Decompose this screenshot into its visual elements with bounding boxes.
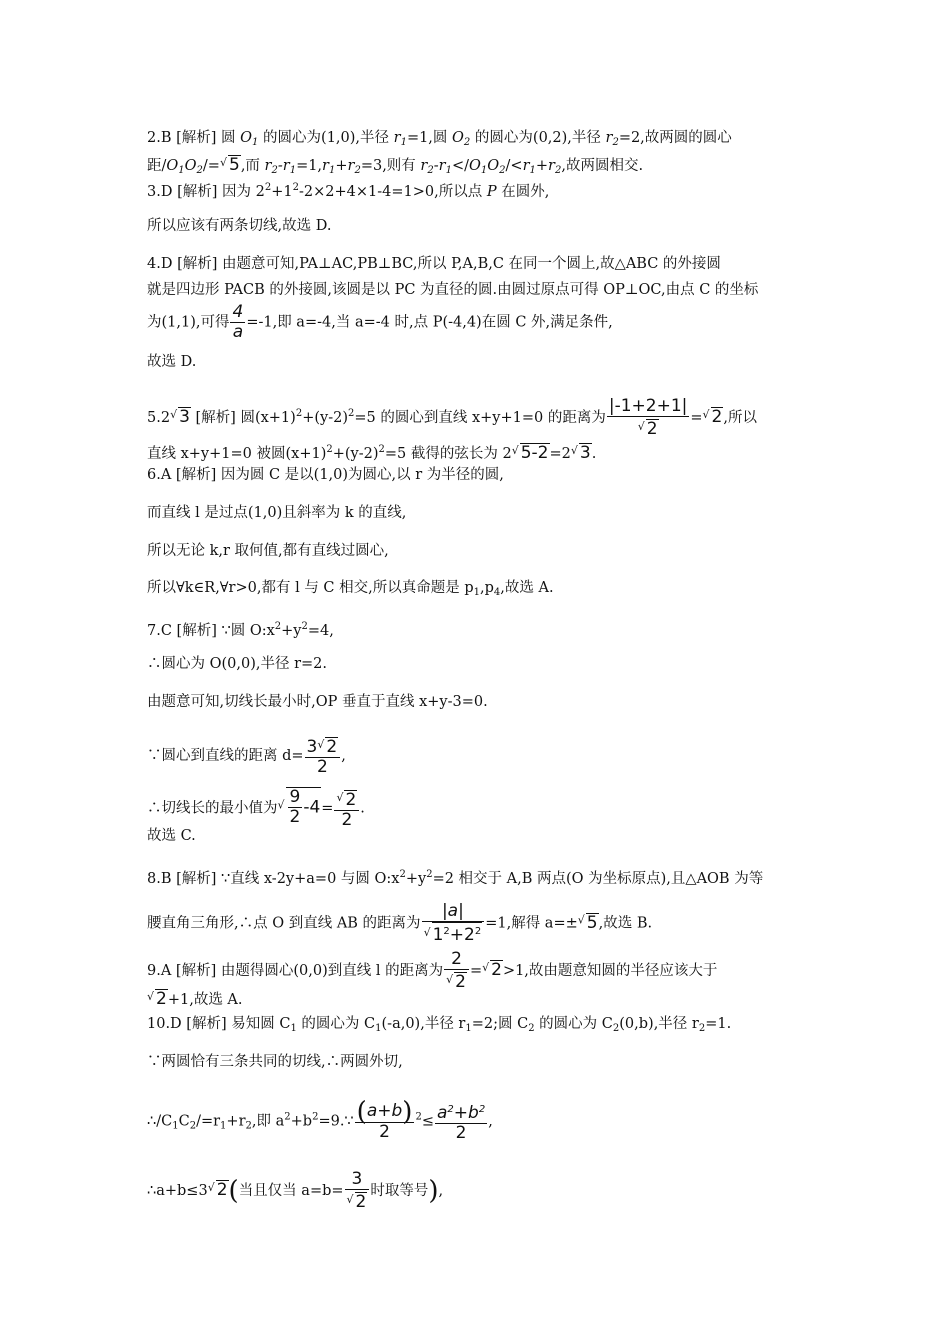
solution-number: 7.C — [147, 623, 172, 639]
solution-3-line-1: 3.D [解析] 因为 $2^2+1^2-2\times 2+4\times 1-4=1>0$,所以点 P 在圆外, — [147, 182, 550, 200]
solution-6-line-4: 所以∀k∈R,∀r>0,都有 l 与 C 相交,所以真命题是 $p_1,p_4$,故选 A. — [147, 580, 554, 598]
analysis-tag: [解析] — [175, 467, 217, 483]
solution-7-line-3: 由题意可知,切线长最小时,OP 垂直于直线 x+y-3=0. — [147, 694, 488, 710]
solution-4-line-4: 故选 D. — [147, 354, 197, 370]
solution-10-line-1: 10.D [解析] 易知圆 $C_1$ 的圆心为 $C_1(-a,0)$,半径 $r_1=2$;圆 $C_2$ 的圆心为 $C_2(0,b)$,半径 $r_2=1$. — [147, 1016, 732, 1034]
solution-number: 8.B — [147, 871, 172, 887]
analysis-tag: [解析] — [177, 184, 218, 200]
solution-10-line-2: ∵两圆恰有三条共同的切线,∴两圆外切, — [147, 1054, 403, 1070]
solution-5-line-2: 直线 x+y+1=0 被圆$(x+1)^2+(y-2)^2=5$ 截得的弦长为 2√ 5-2=2√ 3. — [147, 443, 597, 463]
solution-7-line-6: 故选 C. — [147, 828, 196, 844]
solution-10-line-4: ∴a+b≤3√ 2(当且仅当 a=b= $\frac{3}{^√ 2}$ 时取等号), — [147, 1169, 444, 1212]
solution-10-line-3: $\therefore/C_1C_2/=r_1+r_2$,即 $a^2+b^2=9.\because$ $\frac{(a+b)}{2}$ $^2$≤ $\frac{a^2+b^2}{2}$ , — [147, 1096, 493, 1143]
analysis-tag: [解析] — [176, 871, 217, 887]
solution-7-line-1: 7.C [解析] ∵圆 $O:x^2+y^2=4$, — [147, 621, 334, 639]
fraction: $\frac{(a+b)}{2}$ — [356, 1096, 413, 1142]
solution-number: 6.A — [147, 467, 172, 483]
analysis-tag: [解析] — [177, 256, 218, 272]
solution-2-line-2: 距$/O_1O_2/=^√$ 5,而 $r_2-r_1=1,r_1+r_2=3$,则有 $r_2-r_1</O_1O_2/<r_1+r_2$,故两圆相交. — [147, 155, 644, 176]
fraction: $\frac{3}{^√ 2}$ — [345, 1170, 370, 1212]
solution-number: 9.A — [147, 963, 172, 979]
solution-number: 2.B — [147, 130, 172, 146]
fraction: $\frac{2}{^√ 2}$ — [444, 950, 469, 992]
fraction: $\frac{|a|}{^√ 1^2+2^2}$ — [422, 902, 485, 945]
solution-6-line-2: 而直线 l 是过点(1,0)且斜率为 k 的直线, — [147, 505, 407, 521]
solution-4-line-2: 就是四边形 PACB 的外接圆,该圆是以 PC 为直径的圆.由圆过原点可得 OP⊥OC,由点 C 的坐标 — [147, 282, 759, 298]
solution-number: 10.D — [147, 1016, 182, 1032]
fraction: $\frac{3^√ 2}{2}$ — [305, 735, 341, 777]
solution-4-line-3: 为(1,1),可得 $\frac{4}{a}$ =-1,即 a=-4,当 a=-4 时,点 P(-4,4)在圆 C 外,满足条件, — [147, 302, 613, 342]
solution-7-line-4: ∵圆心到直线的距离 d= $\frac{3^√ 2}{2}$ , — [147, 737, 346, 777]
solution-number: 3.D — [147, 184, 173, 200]
solution-8-line-1: 8.B [解析] ∵直线 x-2y+a=0 与圆 $O:x^2+y^2=2$ 相交于 A,B 两点(O 为坐标原点),且△AOB 为等 — [147, 869, 764, 887]
solution-4-line-1: 4.D [解析] 由题意可知,PA⊥AC,PB⊥BC,所以 P,A,B,C 在同一个圆上,故△ABC 的外接圆 — [147, 256, 721, 272]
fraction: $\frac{^√ 2}{2}$ — [334, 788, 359, 830]
radical-sign: √ — [219, 156, 227, 169]
analysis-tag: [解析] — [195, 410, 236, 426]
solution-9-line-2: √ 2+1,故选 A. — [147, 989, 243, 1009]
solution-7-line-2: ∴圆心为 O(0,0),半径 r=2. — [147, 656, 328, 672]
solution-number: 4.D — [147, 256, 173, 272]
solution-6-line-1: 6.A [解析] 因为圆 C 是以(1,0)为圆心,以 r 为半径的圆, — [147, 467, 504, 483]
analysis-tag: [解析] — [176, 623, 217, 639]
fraction: $\frac{4}{a}$ — [232, 302, 244, 342]
solution-3-line-2: 所以应该有两条切线,故选 D. — [147, 218, 332, 234]
solution-number: 5.2 — [147, 410, 171, 426]
analysis-tag: [解析] — [186, 1016, 227, 1032]
solution-6-line-3: 所以无论 k,r 取何值,都有直线过圆心, — [147, 543, 389, 559]
solution-2-line-1: 2.B [解析] 圆 $O_1$ 的圆心为(1,0),半径 $r_1=1$,圆 $O_2$ 的圆心为(0,2),半径 $r_2=2$,故两圆的圆心 — [147, 130, 732, 148]
analysis-tag: [解析] — [176, 130, 217, 146]
solution-5-line-1: 5.2√ 3 [解析] 圆$(x+1)^2+(y-2)^2=5$ 的圆心到直线 x+y+1=0 的距离为 $\frac{|-1+2+1|}{^√ 2}$ =√ 2,所以 — [147, 396, 757, 439]
fraction: $\frac{|-1+2+1|}{^√ 2}$ — [608, 396, 688, 439]
solution-9-line-1: 9.A [解析] 由题得圆心(0,0)到直线 l 的距离为 $\frac{2}{^√ 2}$ =√ 2>1,故由题意知圆的半径应该大于 — [147, 949, 718, 992]
fraction: $\frac{a^2+b^2}{2}$ — [435, 1100, 487, 1143]
solution-7-line-5: ∴切线长的最小值为√ $\frac{9}{2}$ -4= $\frac{^√ 2}{2}$ . — [147, 787, 365, 830]
analysis-tag: [解析] — [175, 963, 217, 979]
solution-8-line-2: 腰直角三角形,∴点 O 到直线 AB 的距离为 $\frac{|a|}{^√ 1^2+2^2}$ =1,解得 a=±√ 5,故选 B. — [147, 901, 653, 945]
